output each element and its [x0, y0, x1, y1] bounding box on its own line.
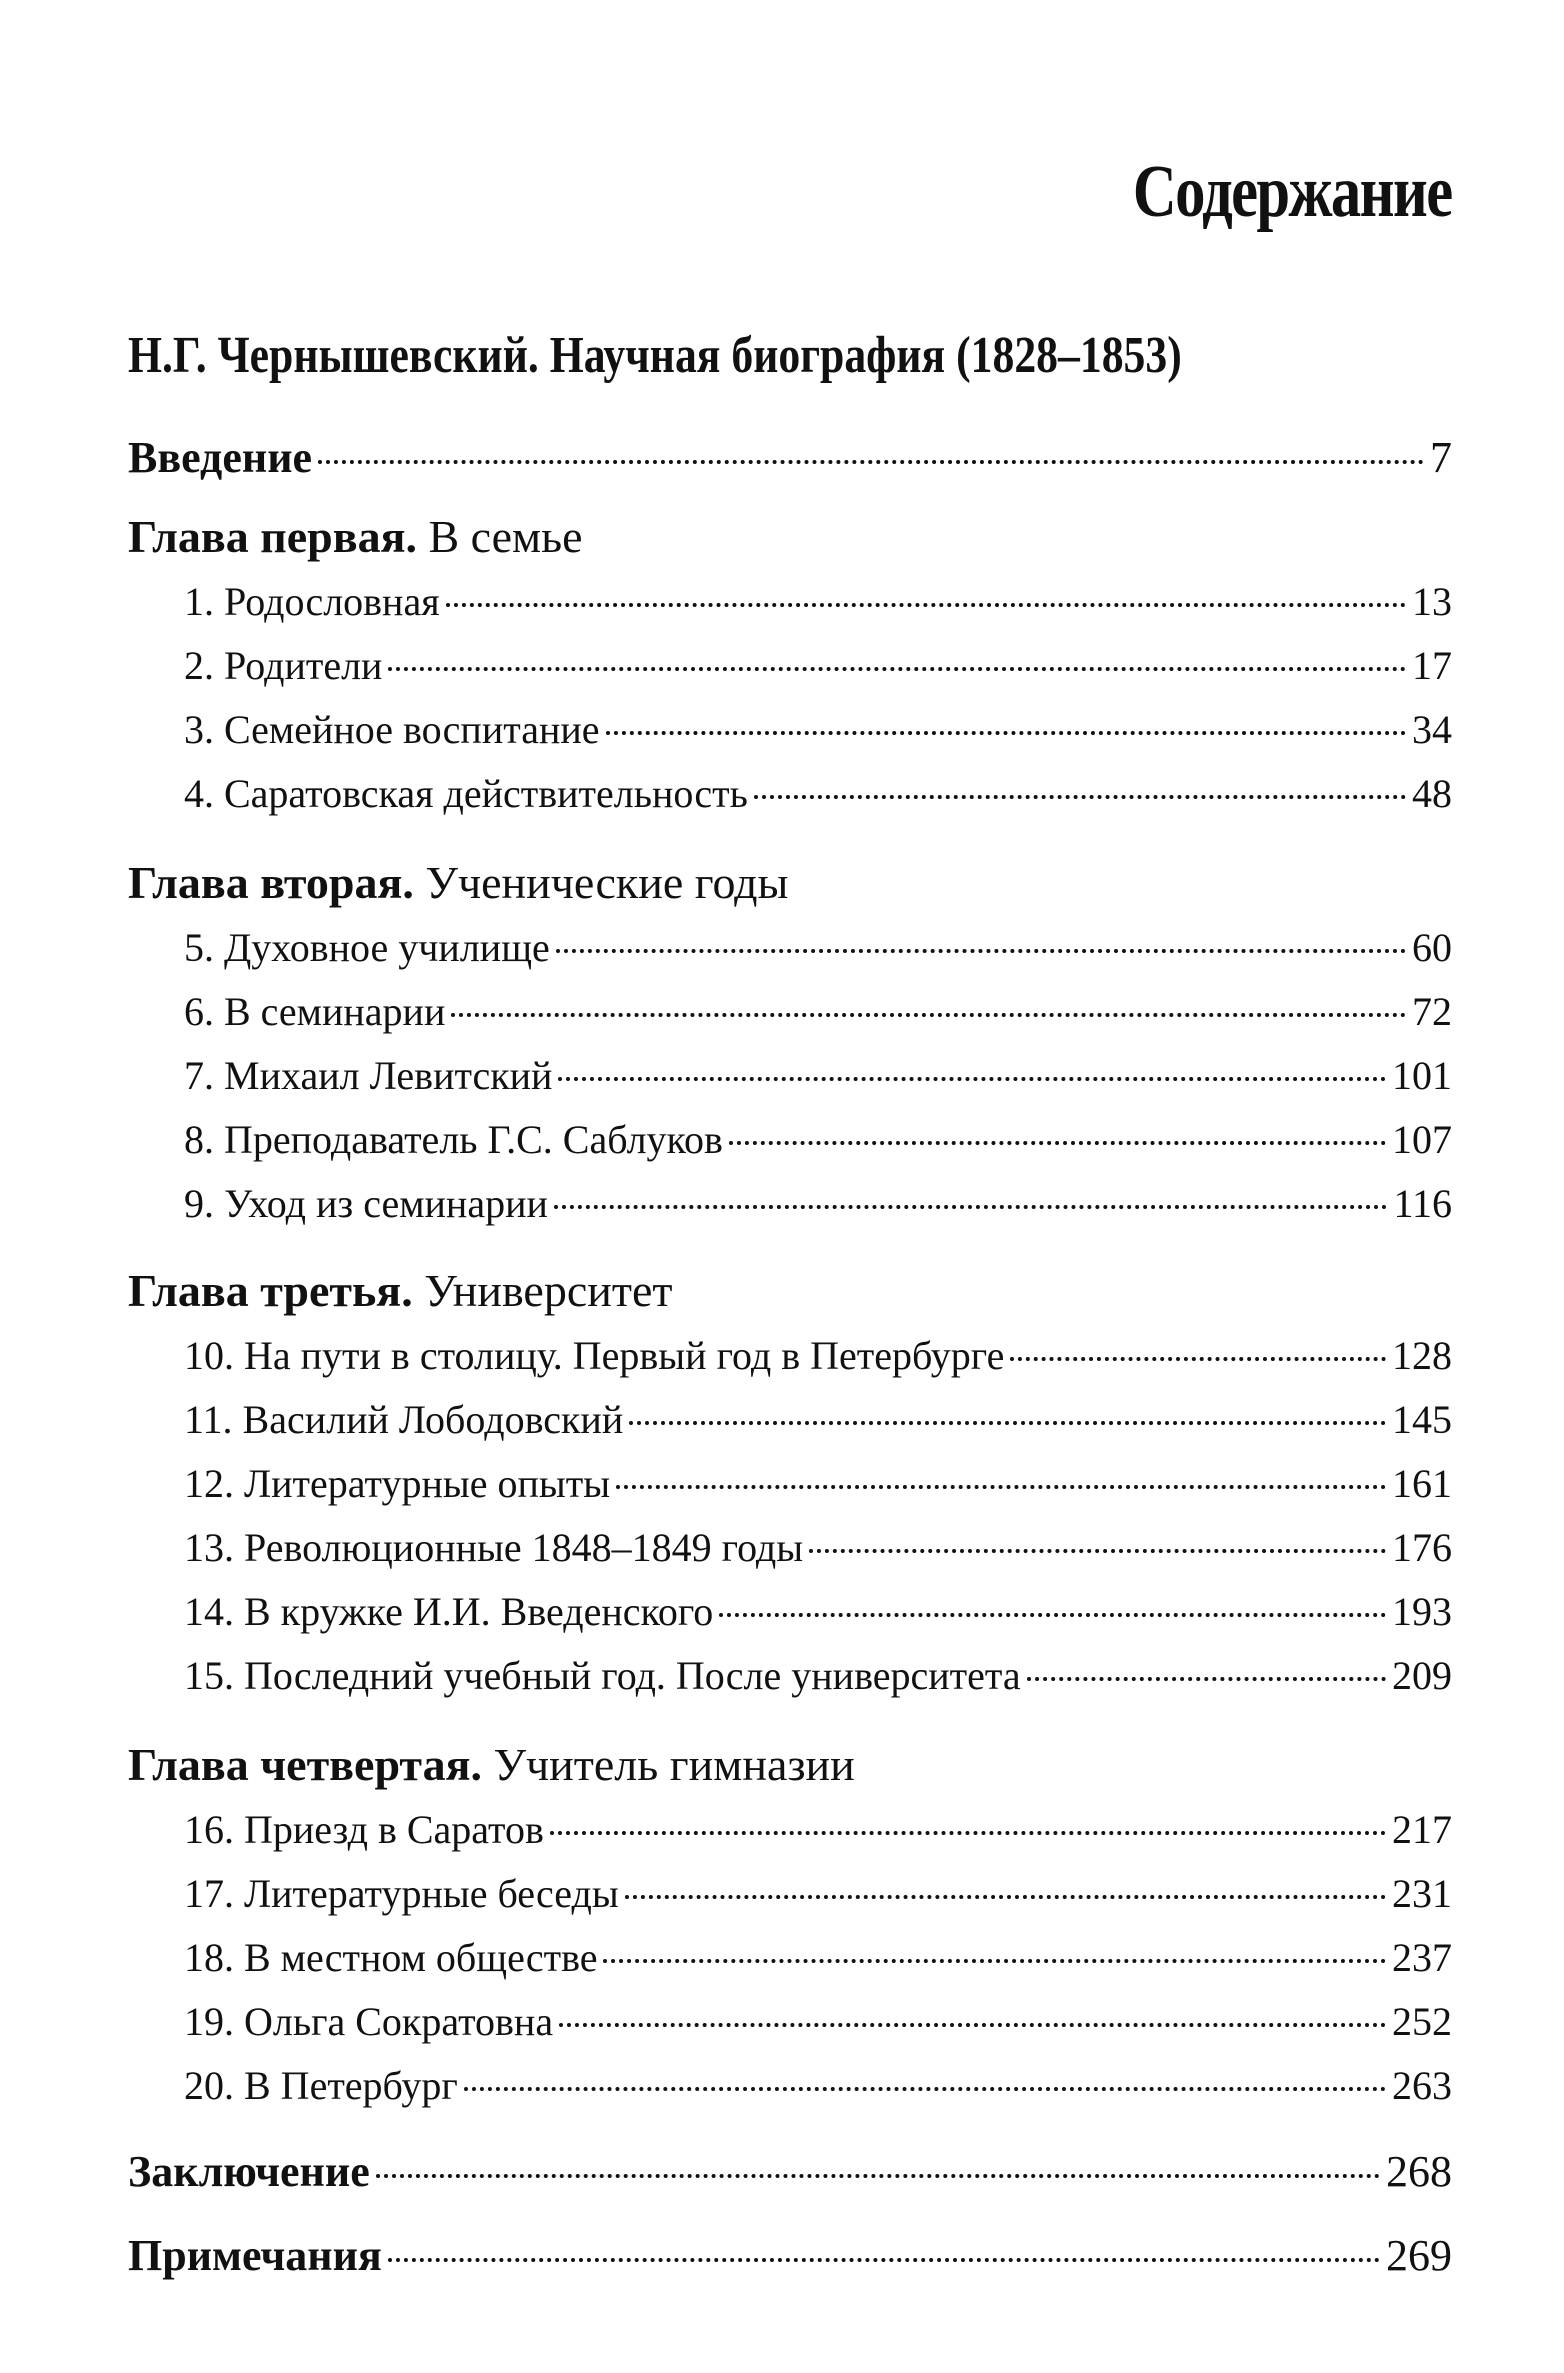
- dot-leader: [559, 2023, 1386, 2027]
- chapter-name: Ученические годы: [425, 857, 789, 908]
- page-number: 13: [1412, 579, 1452, 624]
- page-number: 17: [1412, 643, 1452, 688]
- toc-entry-section-3[interactable]: [184, 706, 1452, 753]
- dot-leader: [556, 949, 1406, 953]
- page-title: Содержание: [1133, 151, 1452, 233]
- chapter-heading-2: [128, 856, 788, 909]
- toc-entry-section-15[interactable]: [184, 1652, 1452, 1699]
- page-number: 209: [1392, 1653, 1452, 1698]
- entry-label: 1. Родословная: [184, 579, 440, 624]
- chapter-name: В семье: [428, 511, 583, 562]
- chapter-prefix: Глава вторая.: [128, 857, 414, 908]
- page-number: 48: [1412, 771, 1452, 816]
- toc-entry-section-11[interactable]: [184, 1396, 1452, 1443]
- page-number: 107: [1392, 1117, 1452, 1162]
- dot-leader: [629, 1421, 1386, 1425]
- entry-label: 3. Семейное воспитание: [184, 707, 600, 752]
- page-number: 128: [1392, 1333, 1452, 1378]
- chapter-name: Университет: [424, 1265, 673, 1316]
- dot-leader: [550, 1831, 1386, 1835]
- entry-label: 14. В кружке И.И. Введенского: [184, 1589, 714, 1634]
- entry-label: 18. В местном обществе: [184, 1935, 598, 1980]
- toc-entry-section-9[interactable]: [184, 1180, 1452, 1227]
- book-title: Н.Г. Чернышевский. Научная биография (1828–1853): [128, 327, 1182, 384]
- dot-leader: [318, 460, 1424, 464]
- dot-leader: [606, 731, 1406, 735]
- chapter-prefix: Глава третья.: [128, 1265, 413, 1316]
- page-number: 60: [1412, 925, 1452, 970]
- dot-leader: [719, 1613, 1386, 1617]
- page-number: 72: [1412, 989, 1452, 1034]
- page-number: 116: [1393, 1181, 1452, 1226]
- entry-label: 7. Михаил Левитский: [184, 1053, 553, 1098]
- toc-entry-section-7[interactable]: [184, 1052, 1452, 1099]
- entry-label: 2. Родители: [184, 643, 383, 688]
- toc-entry-section-18[interactable]: [184, 1934, 1452, 1981]
- toc-entry-section-16[interactable]: [184, 1806, 1452, 1853]
- page-number: 145: [1392, 1397, 1452, 1442]
- toc-entry-section-5[interactable]: [184, 924, 1452, 971]
- dot-leader: [616, 1485, 1386, 1489]
- entry-label: 8. Преподаватель Г.С. Саблуков: [184, 1117, 723, 1162]
- page-number: 231: [1392, 1871, 1452, 1916]
- toc-entry-section-8[interactable]: [184, 1116, 1452, 1163]
- entry-label: 20. В Петербург: [184, 2063, 458, 2108]
- entry-label: 9. Уход из семинарии: [184, 1181, 548, 1226]
- toc-entry-section-14[interactable]: [184, 1588, 1452, 1635]
- dot-leader: [729, 1141, 1386, 1145]
- dot-leader: [558, 1077, 1386, 1081]
- page-number: 176: [1392, 1525, 1452, 1570]
- dot-leader: [446, 603, 1406, 607]
- page-number: 269: [1386, 2231, 1452, 2280]
- dot-leader: [388, 2258, 1380, 2262]
- chapter-heading-4: [128, 1738, 855, 1791]
- toc-entry-section-19[interactable]: [184, 1998, 1452, 2045]
- toc-entry-section-6[interactable]: [184, 988, 1452, 1035]
- entry-label: Заключение: [128, 2147, 370, 2196]
- entry-label: 4. Саратовская действительность: [184, 771, 748, 816]
- toc-entry-section-20[interactable]: [184, 2062, 1452, 2109]
- entry-label: Введение: [128, 433, 313, 482]
- dot-leader: [451, 1013, 1406, 1017]
- page-number: 34: [1412, 707, 1452, 752]
- entry-label: 5. Духовное училище: [184, 925, 550, 970]
- entry-label: 16. Приезд в Саратов: [184, 1807, 544, 1852]
- entry-label: 17. Литературные беседы: [184, 1871, 619, 1916]
- toc-entry-notes[interactable]: [128, 2230, 1452, 2281]
- chapter-prefix: Глава первая.: [128, 511, 417, 562]
- toc-entry-section-10[interactable]: [184, 1332, 1452, 1379]
- dot-leader: [1027, 1677, 1386, 1681]
- dot-leader: [809, 1549, 1386, 1553]
- toc-entry-section-4[interactable]: [184, 770, 1452, 817]
- dot-leader: [754, 795, 1406, 799]
- page-number: 237: [1392, 1935, 1452, 1980]
- toc-entry-section-17[interactable]: [184, 1870, 1452, 1917]
- entry-label: 11. Василий Лободовский: [184, 1397, 624, 1442]
- toc-entry-section-13[interactable]: [184, 1524, 1452, 1571]
- page-number: 193: [1392, 1589, 1452, 1634]
- dot-leader: [376, 2174, 1380, 2178]
- toc-entry-introduction[interactable]: [128, 432, 1452, 483]
- chapter-name: Учитель гимназии: [493, 1739, 855, 1790]
- page-number: 7: [1430, 433, 1452, 482]
- entry-label: 12. Литературные опыты: [184, 1461, 611, 1506]
- page-number: 161: [1392, 1461, 1452, 1506]
- dot-leader: [554, 1205, 1388, 1209]
- entry-label: 13. Революционные 1848–1849 годы: [184, 1525, 804, 1570]
- entry-label: 19. Ольга Сократовна: [184, 1999, 554, 2044]
- entry-label: 6. В семинарии: [184, 989, 446, 1034]
- dot-leader: [625, 1895, 1386, 1899]
- entry-label: 10. На пути в столицу. Первый год в Петербурге: [184, 1333, 1005, 1378]
- chapter-prefix: Глава четвертая.: [128, 1739, 482, 1790]
- page-number: 217: [1392, 1807, 1452, 1852]
- toc-entry-section-1[interactable]: [184, 578, 1452, 625]
- page-number: 252: [1392, 1999, 1452, 2044]
- toc-entry-section-12[interactable]: [184, 1460, 1452, 1507]
- toc-entry-section-2[interactable]: [184, 642, 1452, 689]
- page-number: 263: [1392, 2063, 1452, 2108]
- dot-leader: [1010, 1357, 1386, 1361]
- page-number: 101: [1392, 1053, 1452, 1098]
- dot-leader: [388, 667, 1406, 671]
- entry-label: Примечания: [128, 2231, 382, 2280]
- dot-leader: [603, 1959, 1386, 1963]
- toc-entry-conclusion[interactable]: [128, 2146, 1452, 2197]
- chapter-heading-1: [128, 510, 583, 563]
- dot-leader: [464, 2087, 1386, 2091]
- entry-label: 15. Последний учебный год. После университета: [184, 1653, 1021, 1698]
- page-number: 268: [1386, 2147, 1452, 2196]
- chapter-heading-3: [128, 1264, 673, 1317]
